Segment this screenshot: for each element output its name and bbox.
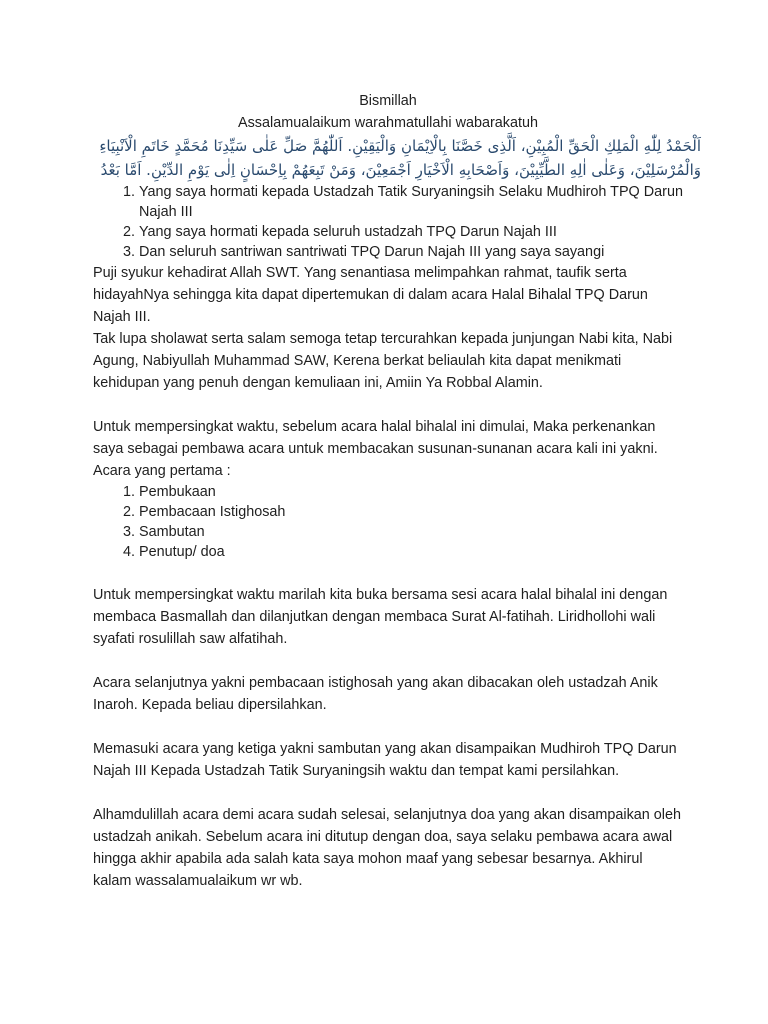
paragraph-sambutan: Memasuki acara yang ketiga yakni sambutan yang akan disampaikan Mudhiroh TPQ Darun Najah III Kepada Ustadzah Tatik Suryaningsih waktu dan tempat kami persilahkan. — [93, 741, 677, 779]
spacer — [93, 394, 683, 416]
paragraph-sholawat: Tak lupa sholawat serta salam semoga tetap tercurahkan kepada junjungan Nabi kita, Nabi Agung, Nabiyullah Muhammad SAW, Kerena berkat beliaulah kita dapat menikmati kehidupan yang penuh dengan kemuliaan ini, Amiin Ya Robbal Alamin. — [93, 331, 673, 391]
list-item: 2. Yang saya hormati kepada seluruh ustadzah TPQ Darun Najah III — [139, 222, 683, 242]
list-item: 4. Penutup/ doa — [139, 542, 683, 562]
arabic-opening: اَلْحَمْدُ لِلّٰهِ الْمَلِكِ الْحَقِّ الْمُبِيْنِ، اَلَّذِى خَصَّنَا بِالْاِيْمَانِ وَالْيَقِيْنِ. اَللّٰهُمَّ صَلِّ عَلٰى سَيِّدِنَا مُحَمَّدٍ خَاتَمِ الْاَنْبِيَاءِ وَالْمُرْسَلِيْنَ، وَعَلٰى اٰلِهِ الطَّيِّبِيْنَ، وَاَصْحَابِهِ الْاَخْيَارِ اَجْمَعِيْنَ، وَمَنْ تَبِعَهُمْ بِاِحْسَانٍ اِلٰى يَوْمِ الدِّيْنِ. اَمَّا بَعْدُ — [99, 137, 701, 179]
document-body — [93, 90, 701, 892]
heading-bismillah: Bismillah — [359, 93, 417, 109]
spacer — [93, 650, 683, 672]
list-item: 2. Pembacaan Istighosah — [139, 502, 683, 522]
list-item: 1. Yang saya hormati kepada Ustadzah Tatik Suryaningsih Selaku Mudhiroh TPQ Darun Najah III — [139, 182, 683, 222]
list-item: 3. Sambutan — [139, 522, 683, 542]
agenda-list — [93, 482, 683, 562]
greetings-list — [93, 182, 683, 262]
paragraph-penutup: Alhamdulillah acara demi acara sudah selesai, selanjutnya doa yang akan disampaikan oleh ustadzah anikah. Sebelum acara ini ditutup dengan doa, saya selaku pembawa acara awal hingga akhir apabila ada salah kata saya mohon maaf yang sebesar besarnya. Akhirul kalam wassalamualaikum wr wb. — [93, 807, 681, 889]
salam-line: Assalamualaikum warahmatullahi wabarakatuh — [238, 115, 538, 131]
paragraph-istighosah: Acara selanjutnya yakni pembacaan istighosah yang akan dibacakan oleh ustadzah Anik Inaroh. Kepada beliau dipersilahkan. — [93, 675, 658, 713]
agenda-intro: Acara yang pertama : — [93, 463, 231, 479]
spacer — [93, 562, 683, 584]
paragraph-puji-syukur: Puji syukur kehadirat Allah SWT. Yang senantiasa melimpahkan rahmat, taufik serta hidayahNya sehingga kita dapat dipertemukan di dalam acara Halal Bihalal TPQ Darun Najah III. — [93, 265, 648, 325]
spacer — [93, 782, 683, 804]
paragraph-basmallah: Untuk mempersingkat waktu marilah kita buka bersama sesi acara halal bihalal ini dengan membaca Basmallah dan dilanjutkan dengan membaca Surat Al-fatihah. Liridhollohi wali syafati rosulillah saw alfatihah. — [93, 587, 668, 647]
list-item: 1. Pembukaan — [139, 482, 683, 502]
paragraph-mempersingkat: Untuk mempersingkat waktu, sebelum acara halal bihalal ini dimulai, Maka perkenankan saya sebagai pembawa acara untuk membacakan susunan-sunanan acara kali ini yakni. — [93, 419, 658, 457]
list-item: 3. Dan seluruh santriwan santriwati TPQ Darun Najah III yang saya sayangi — [139, 242, 683, 262]
spacer — [93, 716, 683, 738]
